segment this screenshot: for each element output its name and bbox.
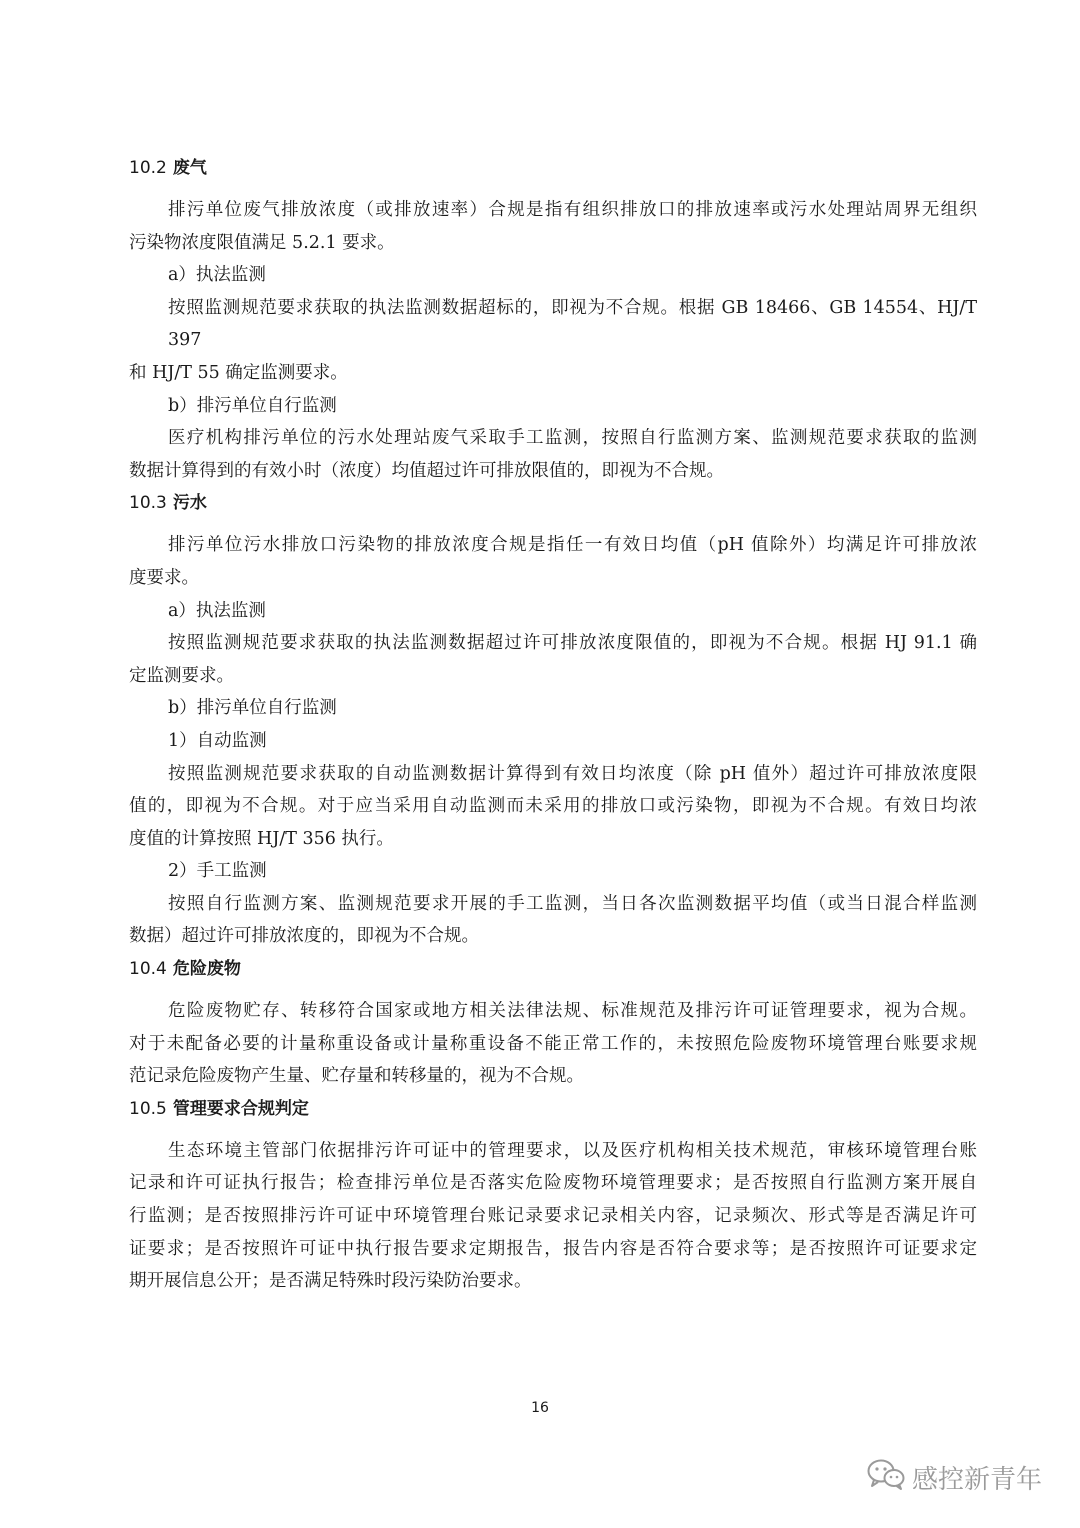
paragraph-line: 证要求；是否按照许可证中执行报告要求定期报告，报告内容是否符合要求等；是否按照许可证要求定 [129, 1238, 977, 1259]
paragraph-line: 和 HJ/T 55 确定监测要求。 [129, 362, 348, 383]
subsection-label: a）执法监测 [168, 600, 266, 621]
section-title: 管理要求合规判定 [172, 1098, 309, 1119]
section-heading [129, 1093, 977, 1125]
paragraph-line: 危险废物贮存、转移符合国家或地方相关法律法规、标准规范及排污许可证管理要求，视为合规。 [168, 1001, 977, 1022]
subsection-label: b）排污单位自行监测 [168, 395, 337, 416]
paragraph-line: 记录和许可证执行报告；检查排污单位是否落实危险废物环境管理要求；是否按照自行监测方案开展自 [129, 1173, 977, 1194]
subsection-label: b）排污单位自行监测 [168, 698, 337, 719]
page-number: 16 [531, 1400, 549, 1416]
paragraph-line: 值的，即视为不合规。对于应当采用自动监测而未采用的排放口或污染物，即视为不合规。有效日均浓 [129, 796, 977, 817]
section-heading [129, 953, 977, 985]
paragraph-line: 期开展信息公开；是否满足特殊时段污染防治要求。 [129, 1271, 532, 1292]
paragraph-line: 污染物浓度限值满足 5.2.1 要求。 [129, 232, 395, 253]
paragraph-line: 按照监测规范要求获取的执法监测数据超标的，即视为不合规。根据 GB 18466、GB 14554、HJ/T 397 [168, 297, 977, 351]
section-number: 10.4 [129, 959, 167, 980]
paragraph-line: 定监测要求。 [129, 665, 234, 686]
section-title: 污水 [172, 493, 207, 514]
paragraph-line: 度要求。 [129, 567, 199, 588]
section-title: 危险废物 [172, 959, 241, 980]
subsection-label: 1）自动监测 [168, 730, 267, 751]
paragraph-line: 按照监测规范要求获取的执法监测数据超过许可排放浓度限值的，即视为不合规。根据 HJ 91.1 确 [168, 633, 977, 654]
section-heading [129, 487, 977, 519]
paragraph-line: 范记录危险废物产生量、贮存量和转移量的，视为不合规。 [129, 1066, 584, 1087]
watermark-text: 感控新青年 [912, 1464, 1043, 1495]
paragraph-line: 排污单位污水排放口污染物的排放浓度合规是指任一有效日均值（pH 值除外）均满足许可排放浓 [168, 535, 977, 556]
section-heading [129, 152, 977, 184]
subsection-label: a）执法监测 [168, 265, 266, 286]
section-number: 10.2 [129, 158, 167, 178]
paragraph-line: 按照自行监测方案、监测规范要求开展的手工监测，当日各次监测数据平均值（或当日混合样监测 [168, 893, 977, 914]
paragraph-line: 度值的计算按照 HJ/T 356 执行。 [129, 828, 394, 849]
section-number: 10.3 [129, 493, 167, 514]
paragraph-line: 行监测；是否按照排污许可证中环境管理台账记录要求记录相关内容，记录频次、形式等是否满足许可 [129, 1206, 977, 1227]
paragraph-line: 数据计算得到的有效小时（浓度）均值超过许可排放限值的，即视为不合规。 [129, 460, 724, 481]
page-content [129, 152, 977, 1298]
section-title: 废气 [172, 158, 207, 178]
paragraph-line: 排污单位废气排放浓度（或排放速率）合规是指有组织排放口的排放速率或污水处理站周界无组织 [168, 200, 977, 220]
paragraph-line: 医疗机构排污单位的污水处理站废气采取手工监测，按照自行监测方案、监测规范要求获取的监测 [168, 428, 977, 449]
subsection-label: 2）手工监测 [168, 861, 267, 882]
watermark [866, 1460, 1042, 1494]
wechat-icon [866, 1457, 906, 1498]
paragraph-line: 生态环境主管部门依据排污许可证中的管理要求，以及医疗机构相关技术规范，审核环境管理台账 [168, 1140, 977, 1161]
paragraph-line: 按照监测规范要求获取的自动监测数据计算得到有效日均浓度（除 pH 值外）超过许可排放浓度限 [168, 763, 977, 784]
paragraph-line: 对于未配备必要的计量称重设备或计量称重设备不能正常工作的，未按照危险废物环境管理台账要求规 [129, 1033, 977, 1054]
paragraph-line: 数据）超过许可排放浓度的，即视为不合规。 [129, 926, 479, 947]
section-number: 10.5 [129, 1098, 167, 1119]
